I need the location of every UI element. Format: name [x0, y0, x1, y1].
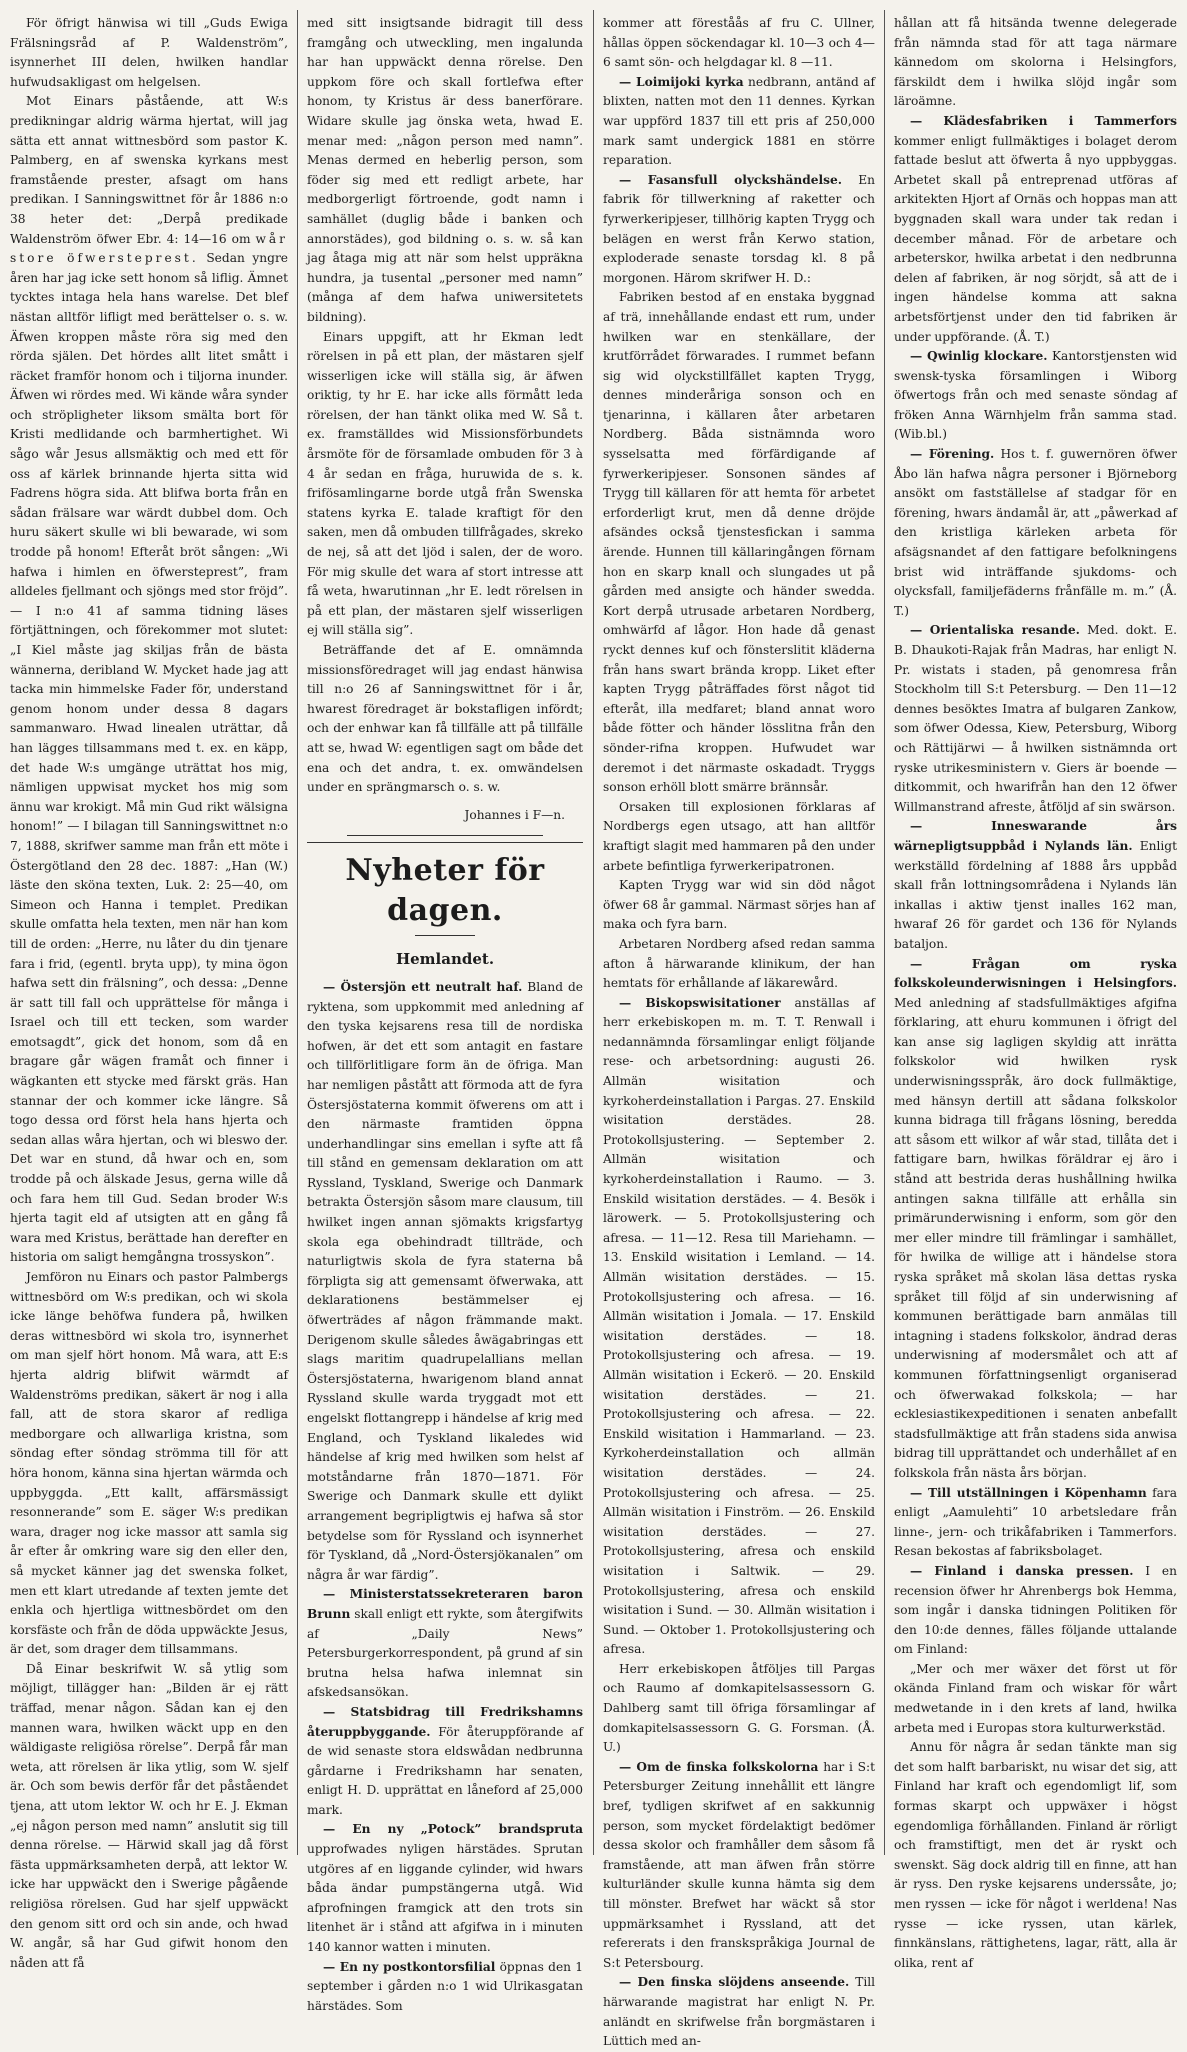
news-text: har i S:t Petersburger Zeitung innehållit ett längre bref, tydligen skrifwet af en sakkunnig person, som mycket fördelaktigt bedömer dessa skolor och framhåller dem såsom få framstående, att man äfwen från större kulturländer skulle kunna hämta sig dem till mönster. Brefwet har wäckt så stor uppmärksamhet i Ryssland, att det refererats i den franskspråkiga Journal de S:t Petersbourg. [603, 1759, 875, 1970]
divider [307, 842, 583, 843]
paragraph: med sitt insigtsande bidragit till dess framgång och utweckling, men ingalunda har han uppwäckt denna rörelse. Den uppkom före och skall fortlefwa efter honom, ty Kristus är dess banerförare. Widare skulle jag önska weta, hwad E. menar med: „någon person med namn”. Menas dermed en heberlig person, som föder sig med ett redligt arbete, har medborgerligt förtroende, godt namn i samhället (duglig både i banken och annorstädes), god bildning o. s. w. så kan jag åtaga mig att när som helst uppräkna hundra, ja tusental „personer med namn” (många af dem hafwa uniwersitetets bildning). [307, 16, 583, 324]
paragraph [10, 92, 288, 1268]
news-text: fara enligt „Aamulehti” 10 arbetsledare från linne-, jern- och trikåfabriken i Tammerfors. Resan bekostas af fabriksbolaget. [894, 1485, 1178, 1559]
news-headline: — Orientaliska resande. [910, 623, 1080, 638]
news-headline: — Qwinlig klockare. [910, 349, 1048, 364]
news-text: Med anledning af stadsfullmäktiges afgifna förklaring, att ehuru kommunen i öfrigt del kan anse sig lagligen skyldig att inrätta folkskolor wid hwilken rysk underwisningsspråk, äro dock fullmäktige, med hänsyn dertill att sådana folkskolor kunna bidraga till frågans lösning, beredda att såsom ett wilkor af wår stad, tillåta det i fattigare barn, hwilkas föräldrar ej äro i stånd att bestrida deras hushållning hwilka antingen sakna tillfälle att erhålla sin primärunderwisning i enform, som gör den mer eller mindre till främlingar i samhället, för hwilka de willige att i händelse stora ryska språket må skolan läsa dettas ryska språket till följd af sin underwisning af kommunen berättigade barn anmälas till intagning i stadens folkskolor, ändrad deras underwisning af modersmålet och att af kommunen författningsenligt organiserad och öfwerwakad folkskola; — har ecklesiastikexpeditionen i senaten anbefallt stadsfullmäktige att från stadens sida anwisa bidrag till upprättandet och underhållet af en folkskola från nästa års början. [894, 995, 1177, 1480]
news-text: Enligt werkställd fördelning af 1888 års uppbåd skall från lottningsområdena i Nylands län inkallas i aktiw tjenst inalles 162 man, hwaraf 26 för gardet och 136 för Nylands bataljon. [894, 838, 1178, 951]
news-headline: — Östersjön ett neutralt haf. [323, 979, 523, 994]
paragraph: Arbetaren Nordberg afsed redan samma afton å härwarande klinikum, der han hemtats för erhållande af läkarewård. [603, 936, 875, 991]
news-item [894, 445, 1177, 621]
news-headline: — Klädesfabriken i Tammerfors [910, 113, 1177, 128]
news-headline: — Om de finska folkskolorna [619, 1759, 819, 1774]
paragraph: Einars uppgift, att hr Ekman ledt rörelsen in på ett plan, der mästaren sjelf wisserligen icke will ställa sig, är äfwen oriktig, ty hr E. har icke alls förmått leda rörelsen, der han tänkt olika med W. Så t. ex. framställdes wid Missionsförbundets årsmöte för de församlade ombuden för 3 à 4 år sedan en fråga, huruwida de s. k. frifösamlingarne borde utgå från Swenska statens kyrka E. talade kraftigt för den saken, men då ombuden tillfrågades, skreko de nej, så att det ljöd i salen, der de woro. För mig skulle det wara af stort intresse att få weta, hwarutinnan „hr E. ledt rörelsen in på ett plan, der mästaren sjelf wisserligen ej will ställa sig”. [307, 329, 583, 638]
news-item [603, 171, 875, 289]
news-text: För återuppförande af de wid senaste stora eldswådan nedbrunna gårdarne i Fredrikshamn har senaten, enligt H. D. upprättat en låneford af 25,000 mark. [307, 1724, 584, 1817]
news-text: öppnas den 1 september i gården n:o 1 wid Ulrikasgatan härstädes. Som [307, 1959, 583, 2013]
news-item [603, 73, 875, 171]
news-headline: — Loimijoki kyrka [619, 74, 744, 89]
paragraph-text: Sedan yngre åren har jag icke sett honom så liflig. Ämnet tycktes intaga hela hans warelse. Det blef nästan alltför lifligt med berättelser o. s. w. Äfwen kroppen måste röra sig med den rörda själen. Det hördes allt litet smått i räcket framför honom och i tiljorna inunder. Äfwen wi rördes med. Wi kände wåra synder och ströpligheter liksom smälta bort för Kristi medlidande och barmhertighet. Wi sågo wår Jesus allsmäktig och med ett för oss af kärlek brinnande hjerta sitta wid Fadrens högra sida. Att blifwa borta från en sådan frälsare war wärdt dubbel dom. Och huru säkert skulle wi bli bewarade, wi som trodde på honom! Efteråt bröt sången: „Wi hafwa i himlen en öfwersteprest”, fram alldeles fjellmant och sjöngs med stor fröjd”. — I n:o 41 af samma tidning läses förtjättningen, och förekommer mot slutet: „I Kiel måste jag skiljas från de bästa wännerna, deribland W. Mycket hade jag att tacka min himmelske Fader för, understand genom honom under dessa 8 dagars sammanwaro. Hwad linealen uträttar, då han lägges tillsammans med t. ex. en käpp, det hade W:s umgänge uträttat hos mig, nämligen uppwisat mycket hos mig som ännu war krokigt. Må min Gud rikt wälsigna honom!” — I bilagan till Sanningswittnet n:o 7, 1888, skrifwer samme man från ett möte i Östergötland den 28 dec. 1887: „Han (W.) läste den sköna texten, Luk. 2: 25—40, om Simeon och Hanna i templet. Predikan skulle omfatta hela texten, men när han kom till de orden: „Herre, nu låter du din tjenare fara i frid, (egentl. bryta upp), ty mina ögon hafwa sett din frälsning”, och dessa: „Denne är satt till fall och upprättelse för många i Israel och till ett tecken, som warder emotsagdt”, gick det honom, som då en bragare går wägen framåt och finner i wägkanten ett stycke med färskt gräs. Han stannar der och kommer icke längre. Så togo dessa ord först hela hans hjerta och sedan allas wåra hjertan, och wi bleswo der. Det war en stund, då hwar och en, som trodde på och älskade Jesus, gerna wille då och fara hem till Gud. Sedan broder W:s hjerta tagit eld af utsigten att en gång få wara med Kristus, berättade han derefter en historia om saligt hemgångna trossyskon”. [10, 251, 289, 1265]
news-item [603, 1758, 875, 1974]
source-sign: (Å. T.) [1013, 329, 1050, 344]
news-item [603, 994, 875, 1660]
news-text: Bland de ryktena, som uppkommit med anledning af den tyska kejsarens resa till de nordiska hofwen, är det ett som antagit en fastare och tillförlitligare form än de öfriga. Man har nemligen påstått att förmoda att de fyra Östersjöstaterna kommit öfwerens om att i den närmaste framtiden öppna underhandlingar sins emellan i syfte att få till stånd en gemensam deklaration om att Ryssland, Tyskland, Swerige och Danmark betrakta Östersjön såsom mare clausum, till hwilket ingen annan sjömakts krigsfartyg skola ega obehindradt tillträde, och naturligtwis skola de fyra staterna bå förpligta sig att gemensamt öfwerwaka, att deklarationens bestämmelser ej öfwerträdes af någon främmande makt. Derigenom skulle således åwägabringas ett slags maritim quadrupelallians mellan Östersjöstaterna, hwarigenom bland annat Ryssland skulle warda tryggadt mot ett engelskt flottangrepp i händelse af krig med England, och Tyskland likaledes wid händelse af krig med hwilken som helst af motståndarne från 1870—1871. För Swerige och Danmark skulle ett dylikt arrangement begripligtwis ej hafwa så stor betydelse som för Ryssland och isynnerhet för Tyskland, då „Nord-Östersjökanalen” om några år war färdig”. [307, 979, 583, 1582]
section-title: Nyheter för dagen. [345, 853, 545, 929]
paragraph [603, 1660, 875, 1758]
paragraph-text: Herr erkebiskopen åtföljes till Pargas och Raumo af domkapitelsassessorn G. Dahlberg samt till öfriga församlingar af domkapitelsassessorn G. G. Forsman. [603, 1661, 875, 1735]
news-headline: — Biskopswisitationer [619, 995, 781, 1010]
column-rule [297, 10, 298, 1855]
news-headline: — Statsbidrag till Fredrikshamns återuppbyggande. [307, 1704, 583, 1739]
news-text: anställas af herr erkebiskopen m. m. T. T. Renwall i nedannämnda församlingar enligt följande rese- och arbetsordning: augusti 26. Allmän wisitation och kyrkoherdeinstallation i Pargas. 27. Enskild wisitation derstädes. 28. Protokollsjustering. — September 2. Allmän wisitation och kyrkoherdeinstallation i Raumo. — 3. Enskild wisitation derstädes. — 4. Besök i lärowerk. — 5. Protokollsjustering och afresa. — 11—12. Resa till Mariehamn. — 13. Enskild wisitation i Lemland. — 14. Allmän wisitation derstädes. — 15. Protokollsjustering och afresa. — 16. Allmän wisitation i Jomala. — 17. Enskild wisitation derstädes. — 18. Protokollsjustering och afresa. — 19. Allmän wisitation i Eckerö. — 20. Enskild wisitation derstädes. — 21. Protokollsjustering och afresa. — 22. Enskild wisitation i Hammarland. — 23. Kyrkoherdeinstallation och allmän wisitation derstädes. — 24. Protokollsjustering och afresa. — 25. Allmän wisitation i Finström. — 26. Enskild wisitation derstädes. — 27. Protokollsjustering, afresa och enskild wisitation i Saltwik. — 29. Protokollsjustering, afresa och enskild wisitation i Sund. — 30. Allmän wisitation i Sund. — Oktober 1. Protokollsjustering och afresa. [603, 995, 875, 1657]
news-headline: — Förening. [910, 447, 995, 462]
column-rule [593, 10, 594, 1855]
paragraph: Annu för några år sedan tänkte man sig det som halft barbariskt, nu wisar det sig, att Finland har kraft och egendomligt lif, som formas skarpt och uppwäxer i högst egendomliga förhållanden. Finland är rörligt och framstiftigt, men det är ryskt och swenskt. Säg dock aldrig till en finne, att han är ryss. Den ryske kejsarens underssåte, jo; men ryssen — icke för något i werldena! Nas rysse — icke ryssen, utan kärlek, finnkänslans, rättighetens, lagar, rätt, alla är olika, rent af [894, 1740, 1177, 1970]
news-item [894, 1562, 1177, 1660]
news-item [894, 347, 1177, 445]
news-headline: — Fasansfull olyckshändelse. [619, 172, 843, 187]
paragraph: hållan att få hitsända twenne delegerade från nämnda stad för att taga närmare kännedom om skolorna i Helsingfors, färskildt dem i hwilka slöjd ingår som läroämne. [894, 16, 1177, 109]
paragraph: Jemföron nu Einars och pastor Palmbergs wittnesbörd om W:s predikan, och wi skola icke länge behöfwa fundera på, hwilken deras wittnesbörd wi skola tro, isynnerhet om man sjelf hört honom. Må wara, att E:s hjerta aldrig blifwit wärmdt af Waldenströms predikan, säkert är nog i alla fall, att de stora skaror af redliga medborgare och allwarliga kristna, som söndag efter söndag strömma till för att höra honom, känna sina hjertan wärmda och uppbyggda. „Ett kallt, affärsmässigt resonnerande” som E. säger W:s predikan wara, drager nog icke massor att samla sig år efter år omkring ware sig den eller den, så mycket känner jag det swenska folket, men ett klart utredande af texten jemte det enkla och hjertliga wittnesbördet om den korsfäste och från de döda uppwäckte Jesus, är det, som drager dem tillsammans. [10, 1270, 288, 1657]
paragraph: Beträffande det af E. omnämnda missionsföredraget will jag endast hänwisa till n:o 26 af Sanningswittnet för i år, hwarest föredraget är bokstafligen infördt; och der enhwar kan få tillfälle att på tillfälle att se, hwad W: egentligen sagt om både det ena och det andra, t. ex. omwändelsen under en sprängmarsch o. s. w. [307, 643, 583, 795]
news-headline: — Frågan om ryska folkskoleunderwisningen i Helsingfors. [894, 956, 1177, 991]
news-item [307, 1703, 583, 1821]
news-headline: — Inneswarande års wärnepligtsuppbåd i Nylands län. [894, 819, 1177, 853]
news-headline: — Finland i danska pressen. [910, 1563, 1134, 1578]
column-rule [884, 10, 885, 1855]
paragraph-text: Mot Einars påstående, att W:s predikningar aldrig wärma hjertat, will jag sätta ett annat wittnesbörd som pastor K. Palmberg, en af swenska kyrkans mest framstående prester, afsagt om hans predikan. I Sanningswittnet för år 1886 n:o 38 heter det: „Derpå predikade Waldenström öfwer Ebr. 4: 14—16 om [10, 94, 288, 246]
news-item [894, 955, 1177, 1484]
spaced-phrase: wår store öfwersteprest. [10, 231, 289, 266]
news-item [603, 1973, 875, 2051]
news-item [894, 621, 1177, 817]
news-item [307, 1958, 583, 2017]
paragraph: För öfrigt hänwisa wi till „Guds Ewiga Frälsningsråd af P. Waldenström”, isynnerhet III delen, hwilken handlar hufwudsakligast om helgelsen. [10, 16, 288, 89]
news-item [307, 1585, 583, 1703]
news-text: kommer enligt fullmäktiges i bolaget derom fattade beslut att öfwerta å nyo uppbyggas. Arbetet skall på entreprenad utföras af arkitekten Hjort af Ornäs och hoppas man att byggnaden skall wara under tak redan i december månad. För de arbetare och arbeterskor, hwilka arbetat i den nedbrunna delen af fabriken, är nog sörjdt, så att de i ingen händelse komma att sakna arbetsförtjenst under den tid fabriken är under uppförande. [894, 133, 1177, 344]
news-text: I en recension öfwer hr Ahrenbergs bok Hemma, som ingår i danska tidningen Politiken för den 10:de dennes, fälles följande uttalande om Finland: [894, 1563, 1177, 1657]
news-headline: — En ny „Potock” brandspruta [323, 1822, 583, 1837]
news-item [307, 1820, 583, 1957]
news-text: upprofwades nyligen härstädes. Sprutan utgöres af en liggande cylinder, wid hwars båda ändar pumpstängerna utgå. Wid afprofningen framgick att den trots sin litenhet är i stånd att afgifwa in i minuten 140 kannor watten i minuten. [307, 1842, 583, 1955]
news-text: Kantorstjensten wid swensk-tyska församlingen i Wiborg öfwertogs från och med senaste söndag af fröken Anna Wärnhjelm från samma stad. [894, 349, 1177, 422]
source-sign: (Å. T.) [894, 584, 1178, 618]
news-headline: — Ministerstatssekreteraren baron Brunn [307, 1587, 583, 1621]
news-text: skall enligt ett rykte, som återgifwits af „Daily News” Petersburgerkorrespondent, på grund af sin brutna helsa hafwa inlemnat sin afskedsansökan. [307, 1606, 584, 1700]
news-text: nedbrann, antänd af blixten, natten mot den 11 dennes. Kyrkan war uppförd 1837 till ett pris af 250,000 mark samt undergick 1881 en större reparation. [603, 74, 875, 168]
column-1 [10, 14, 289, 1970]
news-item [307, 978, 583, 1585]
column-3 [603, 14, 876, 2049]
column-2 [307, 14, 584, 2013]
news-item [894, 817, 1177, 954]
section-subtitle: Hemlandet. [395, 950, 495, 969]
column-4 [894, 14, 1178, 1970]
paragraph: kommer att föreståås af fru C. Ullner, hållas öppen söckendagar kl. 10—3 och 4—6 samt sön- och helgdagar kl. 8 —11. [603, 16, 875, 70]
paragraph: Då Einar beskrifwit W. så ytlig som möjligt, tillägger han: „Bilden är ej rätt träffad, menar någon. Sådan kan ej den mannen wara, hwilken wäckt upp en den wäldigaste religiösa rörelse”. Derpå får man weta, att rörelsen är lika ytlig, som W. sjelf är. Och som bewis derför får det påståendet tjena, att utom lektor W. och hr E. J. Ekman „ej någon person med namn” anslutit sig till denna rörelse. — Härwid skall jag då först fästa uppmärksamheten derpå, att lektor W. icke har uppwäckt den i Swerige pågående religiösa rörelsen. Gud har sjelf uppwäckt den genom sitt ord och sin ande, och hwad W. angår, så har Gud gifwit honom den nåden att få [10, 1661, 288, 1970]
news-item [894, 112, 1177, 347]
news-text: Med. dokt. E. B. Dhaukoti-Rajak från Madras, har enligt N. Pr. wistats i staden, på genomresa från Stockholm till S:t Petersburg. — Den 11—12 dennes besöktes Imatra af bulgaren Zankow, som öfwer Odessa, Kiew, Petersburg, Wiborg och Rättijärwi — å hwilken sistnämnda ort ryske utrikesministern v. Giers är boende — ditkommit, och hwarifrån han den 12 öfwer Willmanstrand afreste, åtföljd af sin swärson. [894, 623, 1178, 814]
paragraph: „Mer och mer wäxer det först ut för okända Finland fram och wiskar för wårt medwetande in i den krets af land, hwilka arbeta med i Europas stora kulturwerkstäd. [894, 1661, 1177, 1735]
source-sign: (Wib.bl.) [894, 427, 947, 442]
divider [415, 935, 475, 936]
paragraph: Kapten Trygg war wid sin död något öfwer 68 år gammal. Närmast sörjes han af maka och fyra barn. [603, 878, 875, 932]
divider [347, 835, 543, 836]
source-sign: (Å. U.) [603, 1720, 876, 1755]
news-item [894, 1484, 1177, 1562]
news-text: Hos t. f. guwernören öfwer Åbo län hafwa några personer i Björneborg ansökt om fastställelse af stadgar för en förening, hwars ändamål är, att „påwerkad af den kristliga kärleken arbeta för afsägsnandet af den fattigare befolkningens brist wid inträffande sjukdoms- och olycksfall, familjefäderns frånfälle m. m.” [894, 447, 1178, 599]
paragraph: Orsaken till explosionen förklaras af Nordbergs egen utsago, att han alltför kraftigt slagit med hammaren på den under arbete befintliga fyrwerkeripatronen. [603, 799, 875, 873]
paragraph: Fabriken bestod af en enstaka byggnad af trä, innehållande endast ett rum, under hwilken war en stenkällare, der krutförrådet förwarades. I rummet befann sig wid olyckstillfället kapten Trygg, dennes minderåriga sonson och en tjenarinna, i källaren åter arbetaren Nordberg. Båda sistnämnda woro sysselsatta med förfärdigande af fyrwerkeripjeser. Sonsonen sändes af Trygg till källaren för att hemta för arbetet erforderligt krut, men då denne dröjde afsändes också tjenstesfickan i samma ärende. Hunnen till källaringången förnam hon en skarp knall och slungades ut på gården med ansigte och händer swedda. Kort derpå utrusade arbetaren Nordberg, omhwärfd af lågor. Hon hade då genast ryckt dennes kuf och fönsterslitit kläderna från hans swart brända kropp. Liket efter kapten Trygg påträffades först något tid efteråt, illa medfaret; bland annat woro både fötter och händer lösslitna från den sönder-rifna kroppen. Hufwudet war deremot i det närmaste oskadadt. Tryggs sonson erhöll blott smärre brännsår. [603, 290, 875, 795]
news-headline: — Till utställningen i Köpenhamn [910, 1485, 1147, 1500]
news-headline: — Den finska slöjdens anseende. [619, 1975, 850, 1990]
news-headline: — En ny postkontorsfilial [323, 1959, 496, 1974]
article-signature: Johannes i F—n. [464, 807, 565, 822]
news-text: Till härwarande magistrat har enligt N. Pr. anländt en skrifwelse från borgmästaren i Lüttich med an- [603, 1975, 876, 2049]
news-text: En fabrik för tillwerkning af raketter och fyrwerkeripjeser, tillhörig kapten Trygg och belägen en werst från Kerwo station, exploderade senaste torsdag kl. 8 på morgonen. Härom skrifwer H. D.: [603, 172, 875, 285]
